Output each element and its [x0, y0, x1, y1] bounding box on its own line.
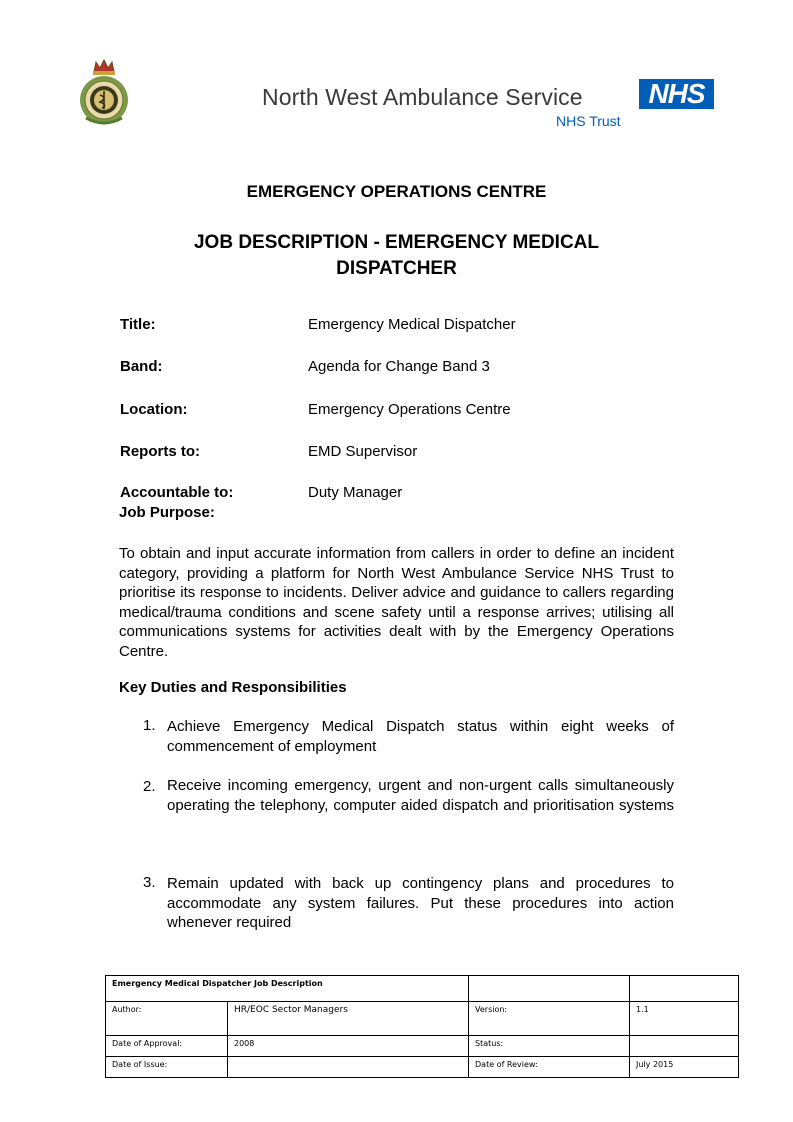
document-title-line-2: DISPATCHER — [336, 258, 457, 279]
field-label-job-purpose: Job Purpose: — [119, 504, 215, 521]
nhs-trust-label: NHS Trust — [556, 113, 621, 129]
organisation-name: North West Ambulance Service — [262, 84, 583, 110]
field-value-title: Emergency Medical Dispatcher — [308, 316, 516, 333]
nhs-logo: NHS — [639, 79, 714, 109]
document-title — [0, 230, 793, 282]
footer-issue-value — [228, 1057, 469, 1078]
footer-review-value: July 2015 — [630, 1057, 739, 1078]
footer-review-label: Date of Review: — [469, 1057, 630, 1078]
footer-version-value: 1.1 — [630, 1002, 739, 1036]
duty-text: Remain updated with back up contingency plans and procedures to accommodate any system failures. Put these procedures into action whenever required — [167, 875, 674, 931]
department-heading: EMERGENCY OPERATIONS CENTRE — [246, 182, 547, 201]
document-title-line-1: JOB DESCRIPTION - EMERGENCY MEDICAL — [193, 232, 600, 253]
duty-number: 2. — [143, 778, 156, 795]
footer-author-label: Author: — [106, 1002, 228, 1036]
footer-empty-cell — [630, 976, 739, 1002]
footer-status-value — [630, 1036, 739, 1057]
footer-approval-value: 2008 — [228, 1036, 469, 1057]
footer-status-label: Status: — [469, 1036, 630, 1057]
duty-text: Receive incoming emergency, urgent and non-urgent calls simultaneously operating the telephony, computer aided dispatch and prioritisation systems — [167, 777, 674, 814]
footer-approval-label: Date of Approval: — [106, 1036, 228, 1057]
field-label-title: Title: — [120, 316, 156, 333]
footer-empty-cell — [469, 976, 630, 1002]
footer-version-label: Version: — [469, 1002, 630, 1036]
footer-author-value: HR/EOC Sector Managers — [228, 1002, 469, 1036]
duty-number: 3. — [143, 874, 156, 891]
footer-doc-title: Emergency Medical Dispatcher Job Description — [106, 976, 469, 1002]
document-control-table — [105, 975, 739, 1078]
field-label-location: Location: — [120, 401, 188, 418]
field-value-reports-to: EMD Supervisor — [308, 443, 418, 460]
field-label-reports-to: Reports to: — [120, 443, 200, 460]
crest-icon — [76, 58, 132, 128]
field-label-accountable-to: Accountable to: — [120, 484, 234, 501]
field-label-band: Band: — [120, 358, 163, 375]
duty-text: Achieve Emergency Medical Dispatch status within eight weeks of commencement of employment — [167, 718, 674, 755]
duty-number: 1. — [143, 717, 156, 734]
duties-heading: Key Duties and Responsibilities — [119, 679, 347, 696]
field-value-location: Emergency Operations Centre — [308, 401, 511, 418]
job-purpose-paragraph: To obtain and input accurate information from callers in order to define an incident category, providing a platform for North West Ambulance Service NHS Trust to prioritise its response to incidents. Deliver advice and guidance to callers regarding medical/trauma conditions and scene safety until a response arrives; utilising all communications systems for activities dealt with by the Emergency Operations Centre. — [119, 545, 674, 660]
footer-issue-label: Date of Issue: — [106, 1057, 228, 1078]
field-value-accountable-to: Duty Manager — [308, 484, 403, 501]
field-value-band: Agenda for Change Band 3 — [308, 358, 490, 375]
